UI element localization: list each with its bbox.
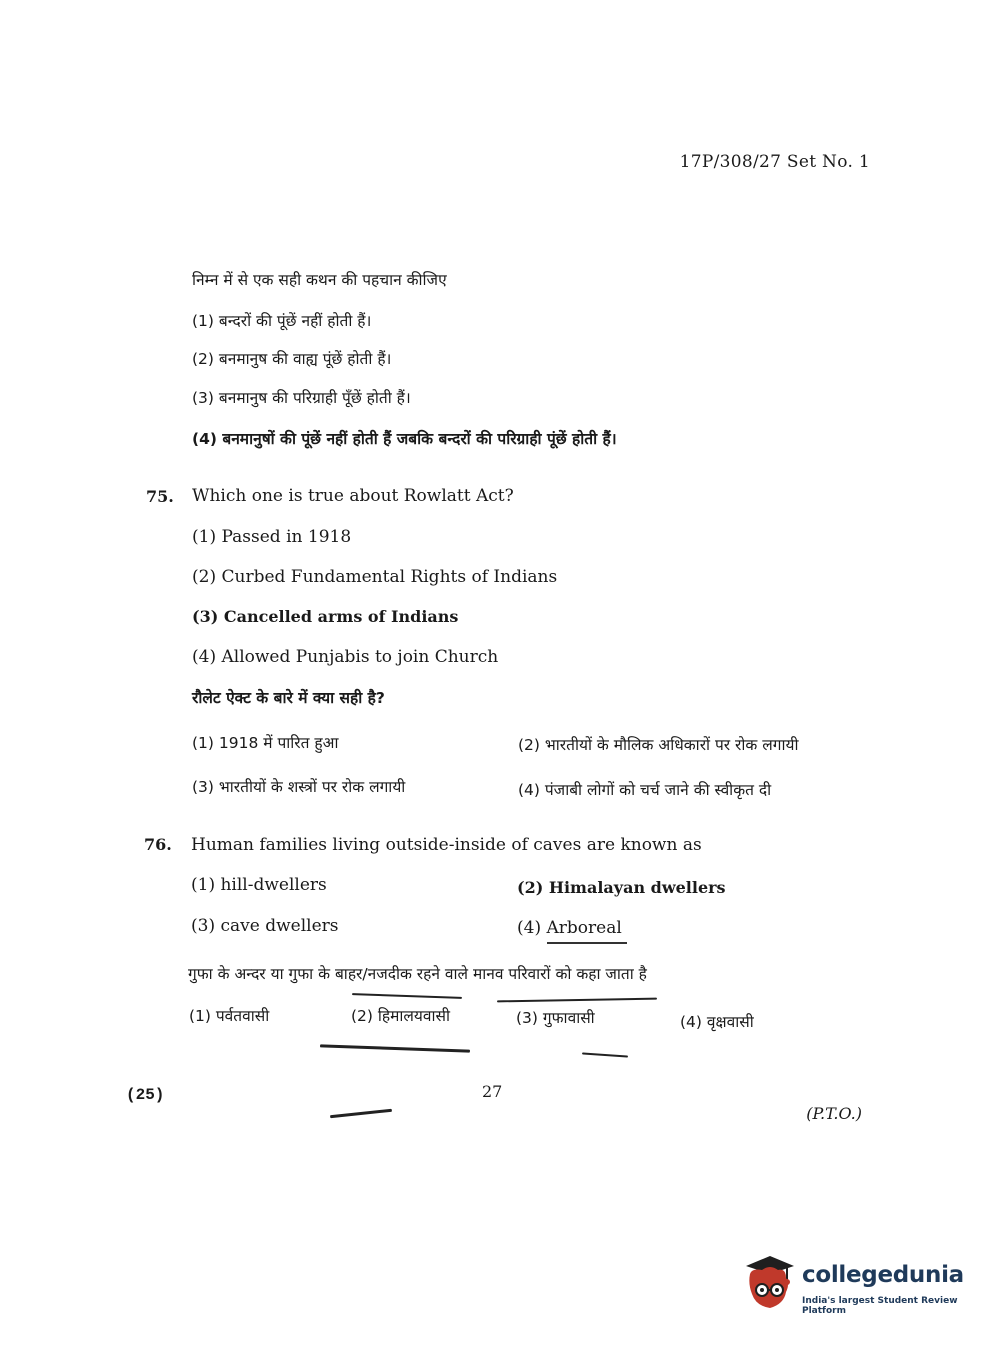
pen-mark	[582, 1052, 628, 1057]
q75-option-3: (3) Cancelled arms of Indians	[192, 607, 459, 626]
pen-mark	[497, 998, 657, 1003]
brand-name: collegedunia	[802, 1262, 964, 1288]
q75-stem: Which one is true about Rowlatt Act?	[192, 486, 514, 506]
pen-underline	[547, 942, 627, 944]
collegedunia-logo	[740, 1252, 970, 1316]
q76-hindi-stem: गुफा के अन्दर या गुफा के बाहर/नजदीक रहने वाले मानव परिवारों को कहा जाता है	[188, 965, 647, 983]
q76-hindi-option-1: (1) पर्वतवासी	[189, 1007, 270, 1025]
q74-hindi-option-3: (3) बनमानुष की परिग्राही पूँछें होती हैं।	[192, 389, 411, 407]
paper-code: 17P/308/27 Set No. 1	[679, 152, 870, 172]
q75-hindi-option-3: (3) भारतीयों के शस्त्रों पर रोक लगायी	[192, 778, 406, 796]
pen-mark	[320, 1044, 470, 1052]
q76-number: 76.	[144, 835, 172, 854]
pen-mark	[330, 1109, 392, 1118]
q75-hindi-option-2: (2) भारतीयों के मौलिक अधिकारों पर रोक लगायी	[518, 736, 799, 754]
q76-stem: Human families living outside-inside of caves are known as	[191, 835, 702, 855]
q74-hindi-stem: निम्न में से एक सही कथन की पहचान कीजिए	[192, 271, 447, 289]
q75-number: 75.	[146, 487, 174, 506]
pto-label: (P.T.O.)	[806, 1104, 862, 1123]
page-number: 27	[482, 1082, 503, 1101]
pen-mark	[352, 993, 462, 999]
q74-hindi-option-1: (1) बन्दरों की पूंछें नहीं होती हैं।	[192, 312, 372, 330]
q74-hindi-option-4: (4) बनमानुषों की पूंछें नहीं होती हैं जबकि बन्दरों की परिग्राही पूंछें होती हैं।	[192, 430, 617, 448]
q75-hindi-option-4: (4) पंजाबी लोगों को चर्च जाने की स्वीकृत दी	[518, 781, 772, 799]
q76-hindi-option-4: (4) वृक्षवासी	[680, 1013, 754, 1031]
q75-option-2: (2) Curbed Fundamental Rights of Indians	[192, 567, 558, 587]
q76-option-4: (4) Arboreal	[517, 918, 622, 938]
brand-tagline: India's largest Student Review Platform	[802, 1296, 958, 1316]
q75-option-1: (1) Passed in 1918	[192, 527, 352, 547]
q74-hindi-option-2: (2) बनमानुष की वाह्य पूंछें होती हैं।	[192, 350, 392, 368]
q75-option-4: (4) Allowed Punjabis to join Church	[192, 647, 499, 667]
q76-option-2: (2) Himalayan dwellers	[517, 878, 726, 897]
footer-left-code: (25)	[126, 1086, 165, 1104]
q75-hindi-stem: रौलेट ऐक्ट के बारे में क्या सही है?	[192, 689, 385, 707]
q76-option-3: (3) cave dwellers	[191, 916, 339, 936]
q75-hindi-option-1: (1) 1918 में पारित हुआ	[192, 734, 339, 752]
q76-hindi-option-2: (2) हिमालयवासी	[351, 1007, 451, 1025]
q76-option-1: (1) hill-dwellers	[191, 875, 327, 895]
q76-hindi-option-3: (3) गुफावासी	[516, 1009, 595, 1027]
mascot-icon	[740, 1252, 798, 1312]
